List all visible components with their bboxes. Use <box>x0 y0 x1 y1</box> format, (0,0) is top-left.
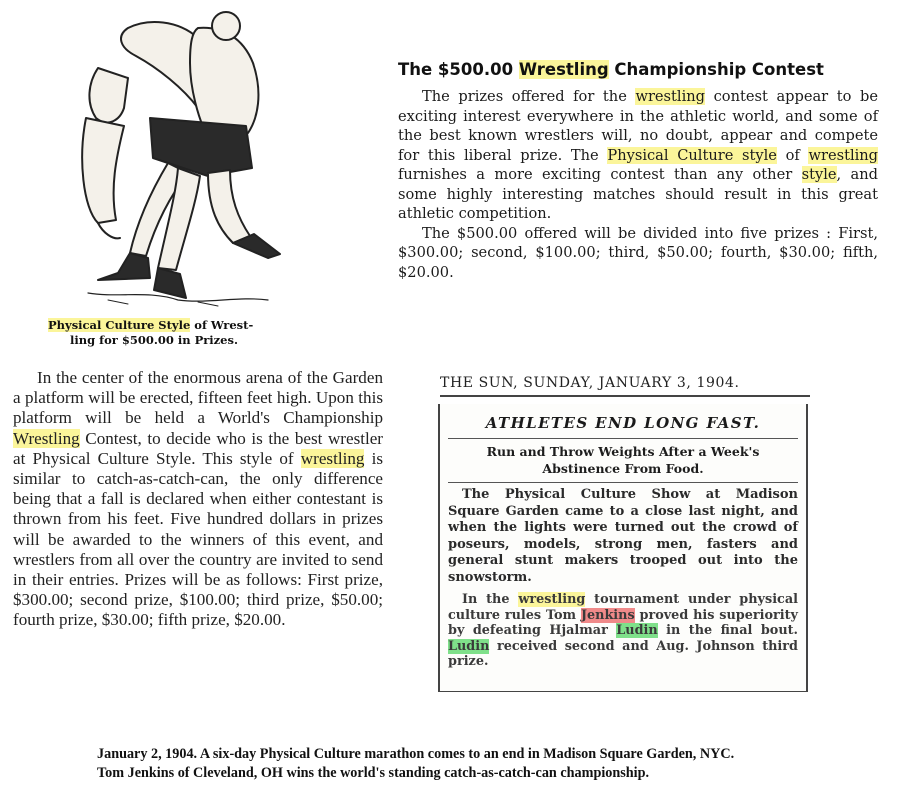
text-segment: , and some highly interesting matches should result in this great athletic competition. <box>398 166 878 222</box>
wrestlers-illustration <box>58 8 308 308</box>
caption-line-2: ling for $500.00 in Prizes. <box>70 333 238 347</box>
highlighted-text: Wrestling <box>13 428 80 448</box>
text-segment: Contest, to decide who is the best wrestler at Physical Culture Style. This style of <box>13 428 383 468</box>
title-pre: The $500.00 <box>398 60 519 79</box>
text-segment: In the center of the enormous arena of the Garden a platform will be erected, fifteen feet high. Upon this platform will be held a World's Championship <box>13 368 383 428</box>
caption-rest: of Wrest- <box>190 318 254 332</box>
caption-line-1: January 2, 1904. A six-day Physical Culture marathon comes to an end in Madison Square Garden, NYC. <box>97 746 735 762</box>
highlighted-text: Physical Culture style <box>607 146 777 164</box>
title-highlight: Wrestling <box>518 60 609 79</box>
text-segment: furnishes a more exciting contest than any other <box>398 166 802 183</box>
text-segment: received second and Aug. Johnson third prize. <box>448 638 798 669</box>
highlighted-text: Ludin <box>616 623 658 638</box>
arena-article <box>13 368 383 720</box>
article-title <box>398 60 878 79</box>
highlighted-text: style <box>801 166 837 183</box>
text-segment: in the final bout. <box>657 623 798 638</box>
prize-article <box>398 60 878 282</box>
arena-paragraph <box>13 368 383 631</box>
text-segment: proved his superiority by defeating Hjalmar <box>448 607 798 638</box>
text-segment: contest appear to be exciting interest everywhere in the athletic world, and some of the best known wrestlers will, no doubt, appear and compete for this liberal prize. The <box>398 88 878 164</box>
text-segment: The prizes offered for the <box>422 88 636 105</box>
divider <box>448 482 798 483</box>
highlighted-text: Ludin <box>448 638 490 654</box>
article-paragraph-1 <box>398 87 878 224</box>
clipping-subhead: Run and Throw Weights After a Week's Abstinence From Food. <box>486 444 760 476</box>
text-segment: of <box>776 146 809 164</box>
newspaper-clipping <box>438 404 808 692</box>
clipping-paragraph-2 <box>448 592 798 670</box>
clipping-headline: ATHLETES END LONG FAST. <box>485 414 761 432</box>
title-post: Championship Contest <box>608 60 824 79</box>
divider <box>448 438 798 439</box>
text-segment: is similar to catch-as-catch-can, the only difference being that a fall is declared when either contestant is thrown from his feet. Five hundred dollars in prizes will be awarded to the winners of this event, and wrestlers from all over the country are invited to send in their entries. Prizes will be as follows: First prize, $300.00; second prize, $100.00; third prize, $50.00; fourth prize, $30.00; fifth prize, $20.00. <box>13 448 383 630</box>
highlighted-text: wrestling <box>808 146 879 164</box>
caption-line-2: Tom Jenkins of Cleveland, OH wins the world's standing catch-as-catch-can championship. <box>97 765 650 781</box>
highlighted-text: wrestling <box>300 448 365 468</box>
caption-highlight: Physical Culture Style <box>48 318 191 332</box>
illustration-caption <box>48 318 313 348</box>
article-paragraph-2: The $500.00 offered will be divided into five prizes : First, $300.00; second, $100.00; third, $50.00; fourth, $30.00; fifth, $20.00. <box>398 224 878 281</box>
newspaper-masthead: THE SUN, SUNDAY, JANUARY 3, 1904. <box>440 375 810 397</box>
highlighted-text: wrestling <box>518 592 586 607</box>
clipping-paragraph-1: The Physical Culture Show at Madison Square Garden came to a close last night, and when the lights were turned out the crowd of poseurs, models, strong men, fasters and general stunt makers trooped out into the snowstorm. <box>448 487 798 585</box>
highlighted-text: wrestling <box>635 88 705 105</box>
text-segment: tournament under physical culture rules Tom <box>448 592 798 623</box>
bottom-caption <box>97 745 877 783</box>
text-segment: In the <box>462 592 519 607</box>
highlighted-text: Jenkins <box>580 607 635 623</box>
